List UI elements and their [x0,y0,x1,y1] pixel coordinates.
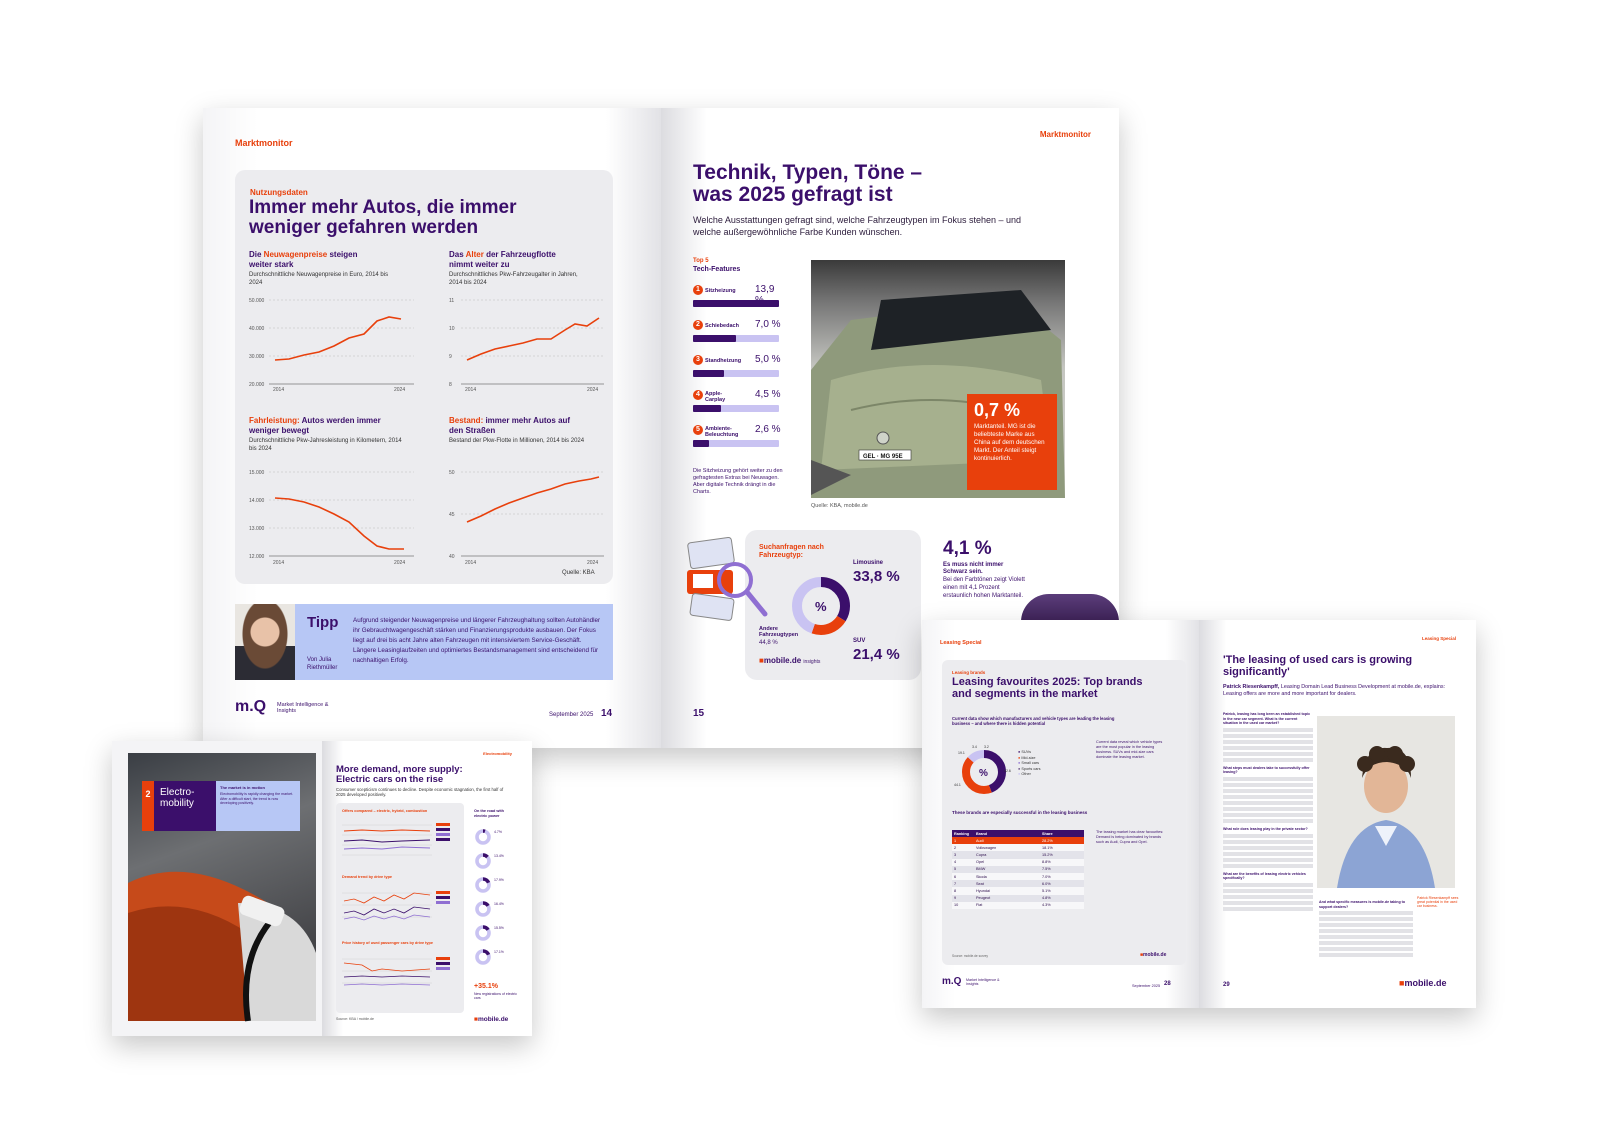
share-cell: 28.2% [1042,838,1053,843]
y-tick: 50 [449,470,455,476]
feature-row [693,389,783,419]
feature-value: 2,6 % [755,424,781,435]
feature-row [693,284,783,314]
line-chart [449,288,609,393]
issue-date: September 2025 [1132,984,1161,988]
feature-label: Apple-Carplay [705,391,726,403]
trend-line [275,317,401,360]
chart-subtitle: Durchschnittliche Pkw-Jahresleistung in Kilometern, 2014 bis 2024 [249,438,402,452]
brand-cell: Audi [976,838,984,843]
mq-logo-text: Market Intelligence & Insights [966,978,1000,986]
feature-row [693,424,783,454]
legend-item: ● Mid-size [1018,755,1036,760]
portrait-photo [1317,716,1455,888]
rank-cell: 4 [954,860,957,865]
donut-value: 17.9% [494,878,504,882]
mini-donuts [472,829,522,979]
chart-title: Das Alter der Fahrzeugflotte nimmt weiter zu [449,250,556,269]
x-tick: 2014 [465,560,477,566]
table-row [952,851,1084,858]
question: What steps must dealers take to successfully offer leasing? [1223,765,1310,775]
brand-cell: BMW [976,867,986,872]
running-header: Marktmonitor [235,138,293,148]
share-cell: 6.0% [1042,881,1051,886]
y-tick: 10 [449,326,455,332]
bar-fill [693,370,724,377]
donut-label-suv: SUV [853,638,866,644]
share-cell: 15.2% [1042,852,1053,857]
trend-line [275,498,404,549]
violet-text: Bei den Farbtönen zeigt Violett einen mit 4,1 Prozent erstaunlich hohen Marktanteil. [943,577,1025,599]
donut-value: 4.7% [494,830,502,834]
chart-title: Fahrleistung: Autos werden immer weniger bewegt [249,416,381,435]
bar-fill [693,440,709,447]
brand-cell: Cupra [976,852,987,857]
violet-car [1021,594,1119,622]
y-tick: 11 [449,298,455,304]
charts-panel [336,803,464,1013]
info-box-title: The market is in motion [220,785,265,790]
stats-panel [235,170,613,584]
electro-spread [112,741,532,1036]
table-row [952,873,1084,880]
table-row [952,880,1084,887]
leasing-panel [942,660,1186,965]
mobile-de-logo: ■mobile.de [1140,952,1167,958]
donut-aside: Current data reveal which vehicle types are the most popular in the leasing business. SUVs and mid-size cars dominate the leasing market. [1096,740,1163,759]
trend-line [467,318,599,360]
rank-badge: 5 [693,425,703,435]
feature-label: Sitzheizung [705,288,736,294]
chart-fleet-size [449,416,609,566]
line-chart [249,288,419,393]
share-cell: 4.3% [1042,903,1051,908]
footnote: Source: KBA / mobile.de [336,1017,374,1021]
leasing-donut [954,742,1014,802]
share-cell: 7.5% [1042,867,1051,872]
brand-cell: Skoda [976,874,987,879]
chart-title: Offers compared – electric, hybrid, combustion [342,809,428,813]
question: What are the benefits of leasing electric vehicles specifically? [1223,871,1306,881]
brand-cell: Volkswagen [976,845,997,850]
mg-value: 0,7 % [974,400,1021,420]
legend-item: ● Other [1018,772,1031,776]
growth-value: +35.1% [474,983,498,990]
table-title: These brands are especially successful in the leasing business [952,810,1088,815]
brand-cell: Hyundai [976,888,990,893]
donut-value: 13.4% [494,854,504,858]
question: And what specific measures is mobile.de taking to support dealers? [1319,900,1406,909]
chart-subtitle: Bestand der Pkw-Flotte in Millionen, 2014 bis 2024 [449,438,585,444]
section-eyebrow: Nutzungsdaten [250,188,308,197]
interview-column-2 [1319,900,1413,959]
table-row [952,887,1084,894]
donut-value: 16.4% [494,902,504,906]
table-row [952,859,1084,866]
question: What role does leasing play in the private sector? [1223,826,1308,831]
x-tick: 2014 [273,387,285,393]
table-row [952,844,1084,851]
mq-logo: m.Q [235,698,267,715]
chart-source: Quelle: KBA [562,570,595,576]
y-tick: 14.000 [249,498,265,504]
rank-badge: 4 [693,390,703,400]
donut-center-label: % [815,599,827,614]
rank-badge: 1 [693,285,703,295]
brand-cell: Fiat [976,903,983,908]
donut-label: 3.2 [984,745,989,749]
legend-item: ● SUVs [1018,750,1032,754]
share-cell: 4.8% [1042,896,1051,901]
features-note: Die Sitzheizung gehört weiter zu den gefragtesten Extras bei Neuwagen. Aber digitale Technik drängt in die Charts. [693,468,783,495]
section-title: Leasing favourites 2025: Top brands and segments in the market [952,676,1143,700]
side-title: On the road with electric power [474,809,504,818]
leasing-spread [922,620,1476,1008]
info-box-text: Electromobility is rapidly changing the market. After a difficult start, the trend is now developing positively. [220,792,294,805]
mq-logo: m.Q [942,976,962,987]
donut-value: 17.1% [494,950,504,954]
page-number: 28 [1164,981,1171,987]
search-title: Suchanfragen nach Fahrzeugtyp: [759,544,824,559]
mq-logo-text: Market Intelligence & Insights [277,702,329,714]
section-eyebrow: Leasing brands [952,670,986,675]
x-tick: 2014 [273,560,285,566]
feature-value: 13,9 [755,284,775,295]
y-tick: 13.000 [249,526,265,532]
brand-cell: Seat [976,881,984,886]
y-tick: 9 [449,354,452,360]
author-photo [235,604,295,680]
photo-caption: Patrick Riesenkampff sees great potential in the used car business. [1417,896,1459,908]
rank-cell: 3 [954,852,957,857]
table-row [952,837,1084,844]
rank-cell: 8 [954,888,957,893]
rank-cell: 7 [954,881,957,886]
section-title: Immer mehr Autos, die immer weniger gefahren werden [249,197,517,238]
feature-label: Ambiente-Beleuchtung [705,426,739,438]
donut-label-other: Andere Fahrzeugtypen [759,626,799,638]
portrait-illustration [1317,716,1455,888]
page-number: 29 [1223,982,1230,988]
y-tick: 40.000 [249,326,265,332]
question: Patrick, leasing has long been an established topic in the new car segment. What is the current situation in the used car market? [1223,712,1311,726]
x-tick: 2024 [394,387,406,393]
mini-donut-column [472,829,522,979]
interview-byline: Patrick Riesenkampff, Leasing Domain Lead Business Development at mobile.de, explains: Leasing offers are more and more important for dealers. [1223,684,1446,697]
rank-badge: 3 [693,355,703,365]
feature-value: 7,0 % [755,319,781,330]
y-tick: 45 [449,512,455,518]
photo-source: Quelle: KBA, mobile.de [811,503,868,509]
chart-mileage [249,416,419,566]
table-source: Source: mobile.de survey [952,954,988,958]
line-chart [449,460,609,566]
page-29 [1199,620,1476,1008]
license-plate: GEL · MG 95E [863,454,903,460]
page-14 [203,108,661,748]
x-tick: 2024 [587,560,599,566]
y-tick: 8 [449,382,452,388]
interview-title: 'The leasing of used cars is growing significantly' [1223,654,1413,678]
violet-value: 4,1 % [943,538,992,559]
chart-subtitle: Durchschnittliche Neuwagenpreise in Euro, 2014 bis 2024 [249,272,389,286]
feature-label: Schiebedach [705,323,739,329]
page-number: 14 [601,708,613,719]
share-cell: 5.1% [1042,888,1051,893]
page-20 [322,741,532,1036]
line-chart [342,817,458,867]
line-chart [249,460,419,566]
top5-title: Tech-Features [693,266,741,273]
growth-text: New registrations of electric cars [474,992,517,1000]
chapter-title: Electro-mobility [160,787,195,809]
running-header: Leasing Special [1421,636,1456,641]
chart-title: Price history of used passenger cars by drive type [342,941,433,945]
y-tick: 50.000 [249,298,265,304]
donut-label-limousine: Limousine [853,560,884,566]
donut-label: 44.1 [954,783,961,787]
feature-value: 5,0 % [755,354,781,365]
chart-title: Demand trend by drive type [342,875,393,879]
feature-value: 4,5 % [755,389,781,400]
mg-callout [967,394,1057,490]
rank-cell: 6 [954,874,957,879]
donut-value: 15.5% [494,926,504,930]
interview-column-1 [1223,712,1313,913]
col-header: Brand [976,831,987,836]
donut-label: 19.1 [958,751,965,755]
share-cell: 8.8% [1042,860,1051,865]
section-sub: Current data show which manufacturers and vehicle types are leading the leasing business – and where there is hidden potential [952,716,1115,726]
chart-title: Bestand: immer mehr Autos auf den Straßen [449,416,571,435]
y-tick: 12.000 [249,554,265,560]
chart-subtitle: Durchschnittliches Pkw-Fahrzeugalter in Jahren, 2014 bis 2024 [449,272,578,286]
bar-fill [693,405,721,412]
chapter-box [142,781,216,831]
bar-fill [693,300,779,307]
legend-item: ● Small cars [1018,761,1040,765]
page-28 [922,620,1199,1008]
page-intro: Welche Ausstattungen gefragt sind, welche Fahrzeugtypen im Fokus stehen – und welche außergewöhnliche Farbe Kunden wünschen. [693,215,1022,237]
mobile-de-logo: ■mobile.de insights [759,656,821,665]
rank-cell: 1 [954,838,957,843]
running-header: Leasing Special [940,640,982,646]
y-tick: 20.000 [249,382,265,388]
line-chart [342,949,458,999]
running-header: Marktmonitor [1039,130,1091,139]
top5-label: Top 5 [693,258,709,264]
tipp-text: Aufgrund steigender Neuwagenpreise und längerer Fahrzeughaltung sollten Autohändler ihr Gebrauchtwagengeschäft stärken und Finanzierungsprodukte ausbauen. Der Fokus liegt auf drei bis acht Jahre alten Fahrzeugen mit intensiviertem Service-Geschäft. Längere Leasinglaufzeiten und optimiertes Bestandsmanagement sind entscheidend für nachhaltigen Erfolg. [353,617,601,664]
mg-text: Marktanteil. MG ist die beliebteste Marke aus China auf dem deutschen Markt. Der Anteil steigt kontinuierlich. [974,423,1045,462]
tipp-author: Von Julia Riethmüller [307,657,338,671]
running-header: Electromobility [483,751,512,756]
chapter-number: 2 [142,781,154,831]
table-row [952,895,1084,902]
issue-date: September 2025 [549,712,594,718]
donut-label: 3.4 [972,745,977,749]
donut-value-suv: 21,4 % [853,646,900,663]
rank-cell: 2 [954,845,957,850]
x-tick: 2024 [394,560,406,566]
chart-fleet-age [449,250,609,393]
bar-fill [693,335,736,342]
share-cell: 7.0% [1042,874,1051,879]
table-row [952,902,1084,909]
table-row [952,866,1084,873]
feature-label: Standheizung [705,358,742,364]
donut-label: 42.6 [1004,769,1011,773]
tipp-label: Tipp [307,614,339,631]
y-tick: 15.000 [249,470,265,476]
feature-row [693,354,783,384]
x-tick: 2014 [465,387,477,393]
donut-value-limousine: 33,8 % [853,568,900,585]
page-19 [112,741,322,1036]
rank-cell: 9 [954,896,957,901]
rank-cell: 10 [954,903,959,908]
col-header: Share [1042,831,1053,836]
page-number: 15 [693,708,705,719]
mobile-de-logo: ■mobile.de [474,1016,509,1023]
brand-table [952,830,1084,909]
tipp-box [235,604,613,680]
rank-badge: 2 [693,320,703,330]
page-intro: Consumer scepticism continues to decline. Despite economic stagnation, the first half of 2025 developed positively. [336,787,504,797]
trend-line [467,477,599,522]
mobile-de-logo: ■mobile.de [1399,978,1447,988]
page-title: More demand, more supply: Electric cars on the rise [336,764,463,785]
violet-lead: Es muss nicht immer Schwarz sein. [943,562,1004,575]
feature-row [693,319,783,349]
rank-cell: 5 [954,867,957,872]
line-chart [342,883,458,933]
chart-title: Die Neuwagenpreise steigen weiter stark [249,250,358,269]
table-aside: The leasing market has clear favourites: Demand is being dominated by brands such as Audi, Cupra and Opel. [1096,830,1164,844]
search-illustration [687,536,777,626]
y-tick: 40 [449,554,455,560]
feature-list [693,284,783,454]
col-header: Ranking [954,831,969,836]
brand-cell: Peugeot [976,896,991,901]
share-cell: 18.1% [1042,845,1053,850]
chapter-info-box [216,781,300,831]
brand-cell: Opel [976,860,985,865]
legend-item: ● Sports cars [1018,766,1041,771]
page-title: Technik, Typen, Töne – was 2025 gefragt ist [693,161,923,206]
x-tick: 2024 [587,387,599,393]
donut-legend [1018,750,1041,778]
y-tick: 30.000 [249,354,265,360]
chart-new-car-prices [249,250,419,393]
donut-value-other: 44,8 % [759,640,778,646]
donut-center-label: % [979,768,988,779]
